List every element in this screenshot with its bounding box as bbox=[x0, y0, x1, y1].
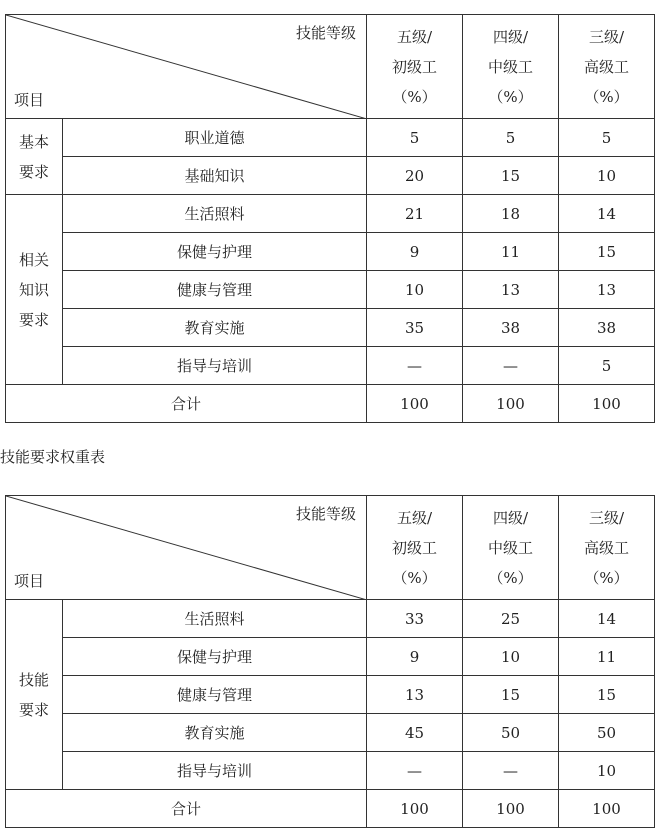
item-name-cell: 生活照料 bbox=[63, 600, 367, 638]
table-row bbox=[6, 157, 655, 195]
category-label-line: 相关 bbox=[18, 250, 49, 269]
total-value-level-1: 100 bbox=[367, 385, 463, 423]
level-header-line: 高级工 bbox=[583, 538, 629, 557]
level-header-line: （%） bbox=[392, 87, 437, 106]
value-cell-level-2: 15 bbox=[463, 157, 559, 195]
value-cell-level-3: 10 bbox=[559, 157, 655, 195]
total-value-level-2: 100 bbox=[463, 790, 559, 828]
level-header-line: 高级工 bbox=[583, 57, 629, 76]
level-header-line: （%） bbox=[488, 568, 533, 587]
value-cell-level-2: 50 bbox=[463, 714, 559, 752]
level-header-line: （%） bbox=[584, 87, 629, 106]
value-cell-level-3: 15 bbox=[559, 676, 655, 714]
level-header-1 bbox=[367, 15, 463, 119]
value-cell-level-3: 50 bbox=[559, 714, 655, 752]
item-name-cell: 指导与培训 bbox=[63, 752, 367, 790]
value-cell-level-2: 5 bbox=[463, 119, 559, 157]
item-label: 项目 bbox=[14, 91, 45, 109]
value-cell-level-2: 11 bbox=[463, 233, 559, 271]
level-header-line: 三级/ bbox=[588, 508, 625, 527]
table-row bbox=[6, 714, 655, 752]
total-label-cell: 合计 bbox=[6, 790, 367, 828]
value-cell-level-3: 15 bbox=[559, 233, 655, 271]
table-row bbox=[6, 195, 655, 233]
level-header-line: （%） bbox=[392, 568, 437, 587]
value-cell-level-3: 10 bbox=[559, 752, 655, 790]
level-header-line: 初级工 bbox=[391, 57, 437, 76]
category-label-line: 要求 bbox=[18, 700, 49, 719]
value-cell-level-2: 25 bbox=[463, 600, 559, 638]
value-cell-level-3: 5 bbox=[559, 347, 655, 385]
value-cell-level-3: 38 bbox=[559, 309, 655, 347]
level-header-line: （%） bbox=[584, 568, 629, 587]
table-row bbox=[6, 600, 655, 638]
category-label-line: 知识 bbox=[18, 280, 49, 299]
total-value-level-3: 100 bbox=[559, 790, 655, 828]
level-header-line: 五级/ bbox=[396, 27, 433, 46]
value-cell-level-1: 33 bbox=[367, 600, 463, 638]
total-label-cell: 合计 bbox=[6, 385, 367, 423]
header-diagonal-cell bbox=[6, 496, 367, 600]
level-header-line: 初级工 bbox=[391, 538, 437, 557]
item-name-cell: 指导与培训 bbox=[63, 347, 367, 385]
table-row bbox=[6, 233, 655, 271]
item-name-cell: 保健与护理 bbox=[63, 233, 367, 271]
level-header-line: 四级/ bbox=[492, 27, 529, 46]
category-cell bbox=[6, 119, 63, 195]
level-header-line: 三级/ bbox=[588, 27, 625, 46]
item-label: 项目 bbox=[14, 572, 45, 590]
total-row bbox=[6, 790, 655, 828]
value-cell-level-3: 14 bbox=[559, 195, 655, 233]
level-header-3 bbox=[559, 496, 655, 600]
header-diagonal-cell bbox=[6, 15, 367, 119]
table-row bbox=[6, 347, 655, 385]
value-cell-level-1: 13 bbox=[367, 676, 463, 714]
skill-level-label: 技能等级 bbox=[295, 24, 356, 42]
total-value-level-3: 100 bbox=[559, 385, 655, 423]
item-name-cell: 职业道德 bbox=[63, 119, 367, 157]
level-header-line: 五级/ bbox=[396, 508, 433, 527]
category-label-line: 要求 bbox=[18, 310, 49, 329]
value-cell-level-2: 38 bbox=[463, 309, 559, 347]
skill-level-label: 技能等级 bbox=[295, 505, 356, 523]
item-name-cell: 健康与管理 bbox=[63, 271, 367, 309]
item-name-cell: 健康与管理 bbox=[63, 676, 367, 714]
value-cell-level-2: 10 bbox=[463, 638, 559, 676]
item-name-cell: 教育实施 bbox=[63, 714, 367, 752]
value-cell-level-1: — bbox=[367, 752, 463, 790]
category-cell bbox=[6, 195, 63, 385]
level-header-line: 中级工 bbox=[487, 538, 533, 557]
value-cell-level-2: 15 bbox=[463, 676, 559, 714]
value-cell-level-1: 35 bbox=[367, 309, 463, 347]
category-label-line: 基本 bbox=[18, 132, 49, 151]
table-row bbox=[6, 119, 655, 157]
level-header-line: 四级/ bbox=[492, 508, 529, 527]
total-value-level-1: 100 bbox=[367, 790, 463, 828]
value-cell-level-2: 18 bbox=[463, 195, 559, 233]
table-row bbox=[6, 752, 655, 790]
value-cell-level-3: 11 bbox=[559, 638, 655, 676]
level-header-2 bbox=[463, 496, 559, 600]
value-cell-level-3: 14 bbox=[559, 600, 655, 638]
value-cell-level-2: 13 bbox=[463, 271, 559, 309]
skill-weight-table bbox=[5, 495, 655, 828]
category-cell bbox=[6, 600, 63, 790]
table-row bbox=[6, 309, 655, 347]
value-cell-level-2: — bbox=[463, 347, 559, 385]
value-cell-level-3: 13 bbox=[559, 271, 655, 309]
value-cell-level-3: 5 bbox=[559, 119, 655, 157]
table-row bbox=[6, 676, 655, 714]
level-header-1 bbox=[367, 496, 463, 600]
item-name-cell: 保健与护理 bbox=[63, 638, 367, 676]
level-header-line: （%） bbox=[488, 87, 533, 106]
item-name-cell: 教育实施 bbox=[63, 309, 367, 347]
value-cell-level-1: 9 bbox=[367, 638, 463, 676]
knowledge-weight-table bbox=[5, 14, 655, 423]
value-cell-level-2: — bbox=[463, 752, 559, 790]
level-header-2 bbox=[463, 15, 559, 119]
category-label-line: 技能 bbox=[18, 670, 49, 689]
item-name-cell: 基础知识 bbox=[63, 157, 367, 195]
value-cell-level-1: 20 bbox=[367, 157, 463, 195]
table-row bbox=[6, 271, 655, 309]
value-cell-level-1: 45 bbox=[367, 714, 463, 752]
item-name-cell: 生活照料 bbox=[63, 195, 367, 233]
table-row bbox=[6, 638, 655, 676]
value-cell-level-1: 5 bbox=[367, 119, 463, 157]
value-cell-level-1: — bbox=[367, 347, 463, 385]
total-row bbox=[6, 385, 655, 423]
category-label-line: 要求 bbox=[18, 162, 49, 181]
value-cell-level-1: 21 bbox=[367, 195, 463, 233]
total-value-level-2: 100 bbox=[463, 385, 559, 423]
value-cell-level-1: 9 bbox=[367, 233, 463, 271]
level-header-line: 中级工 bbox=[487, 57, 533, 76]
table-caption: 技能要求权重表 bbox=[0, 448, 106, 466]
level-header-3 bbox=[559, 15, 655, 119]
value-cell-level-1: 10 bbox=[367, 271, 463, 309]
